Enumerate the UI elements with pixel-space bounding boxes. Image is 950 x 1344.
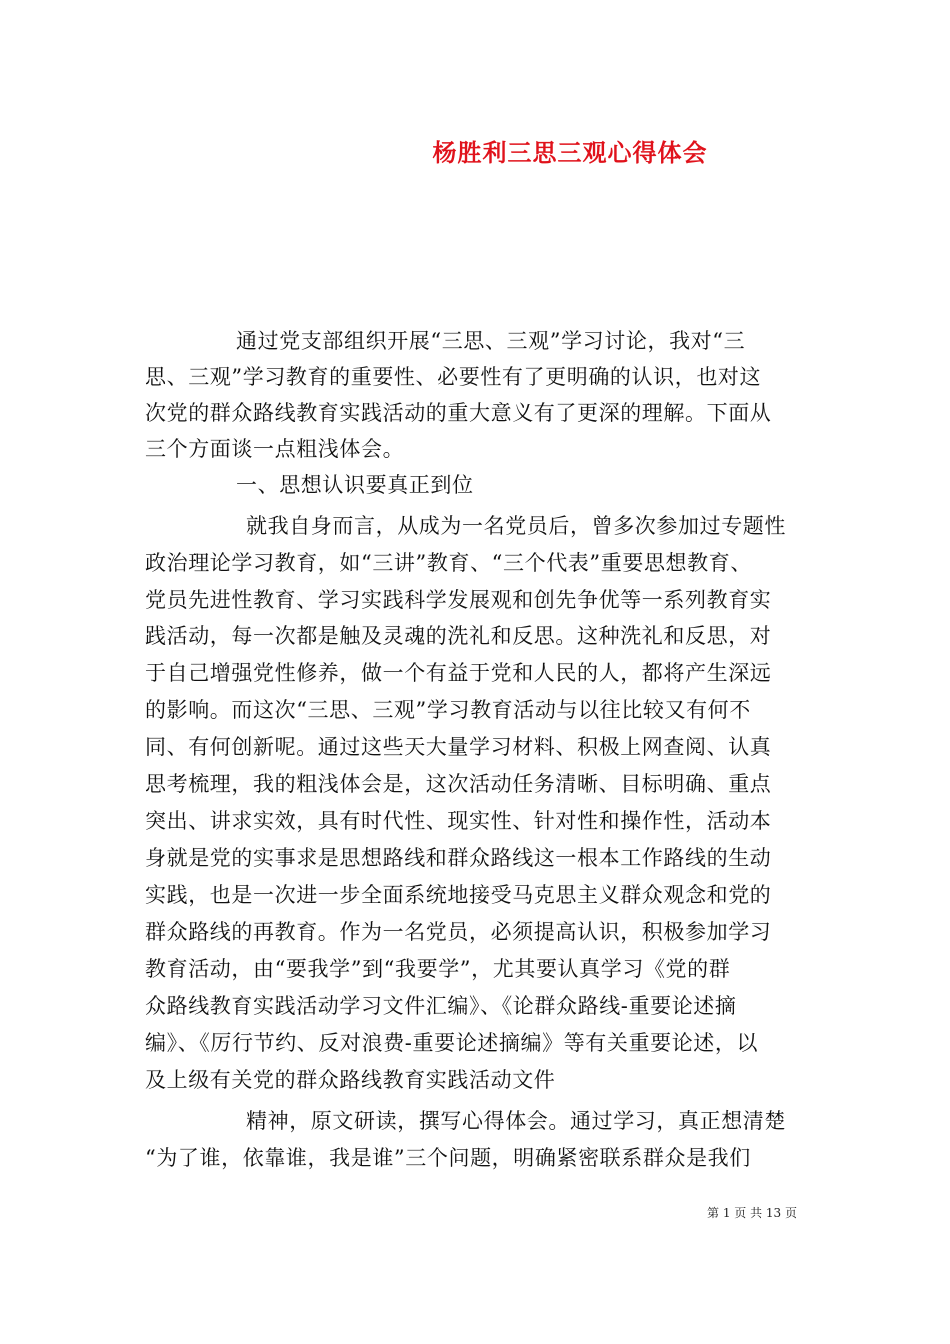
body-line: 群众路线的再教育。作为一名党员，必须提高认识，积极参加学习 <box>145 920 772 944</box>
body-line: 次党的群众路线教育实践活动的重大意义有了更深的理解。下面从 <box>145 401 772 425</box>
body-line: 思、三观”学习教育的重要性、必要性有了更明确的认识，也对这 <box>145 365 762 389</box>
body-line: 践活动，每一次都是触及灵魂的洗礼和反思。这种洗礼和反思，对 <box>145 624 772 648</box>
document-title: 杨胜利三思三观心得体会 <box>432 138 708 167</box>
body-line: 编》、《厉行节约、反对浪费-重要论述摘编》等有关重要论述，以 <box>145 1031 759 1055</box>
body-line: 身就是党的实事求是思想路线和群众路线这一根本工作路线的生动 <box>145 846 772 870</box>
body-line: 的影响。而这次“三思、三观”学习教育活动与以往比较又有何不 <box>145 698 751 722</box>
body-line: 实践，也是一次进一步全面系统地接受马克思主义群众观念和党的 <box>145 883 772 907</box>
body-line: 同、有何创新呢。通过这些天大量学习材料、积极上网查阅、认真 <box>145 735 772 759</box>
body-line: 精神，原文研读，撰写心得体会。通过学习，真正想清楚 <box>246 1109 786 1133</box>
body-line: 就我自身而言，从成为一名党员后，曾多次参加过专题性 <box>246 514 786 538</box>
body-line: “为了谁，依靠谁，我是谁”三个问题，明确紧密联系群众是我们 <box>145 1146 751 1170</box>
body-line: 及上级有关党的群众路线教育实践活动文件 <box>145 1068 556 1092</box>
body-line: 通过党支部组织开展“三思、三观”学习讨论，我对“三 <box>236 329 746 353</box>
body-line: 思考梳理，我的粗浅体会是，这次活动任务清晰、目标明确、重点 <box>145 772 772 796</box>
body-line: 政治理论学习教育，如“三讲”教育、“三个代表”重要思想教育、 <box>145 551 752 575</box>
body-line: 三个方面谈一点粗浅体会。 <box>145 437 405 461</box>
body-line: 党员先进性教育、学习实践科学发展观和创先争优等一系列教育实 <box>145 588 772 612</box>
body-line: 突出、讲求实效，具有时代性、现实性、针对性和操作性，活动本 <box>145 809 772 833</box>
body-line: 众路线教育实践活动学习文件汇编》、《论群众路线-重要论述摘 <box>145 994 737 1018</box>
page-number-footer: 第 1 页 共 13 页 <box>707 1206 797 1220</box>
body-line: 教育活动，由“要我学”到“我要学”，尤其要认真学习《党的群 <box>145 957 731 981</box>
body-line: 于自己增强党性修养，做一个有益于党和人民的人，都将产生深远 <box>145 661 772 685</box>
section-heading: 一、思想认识要真正到位 <box>236 473 474 497</box>
